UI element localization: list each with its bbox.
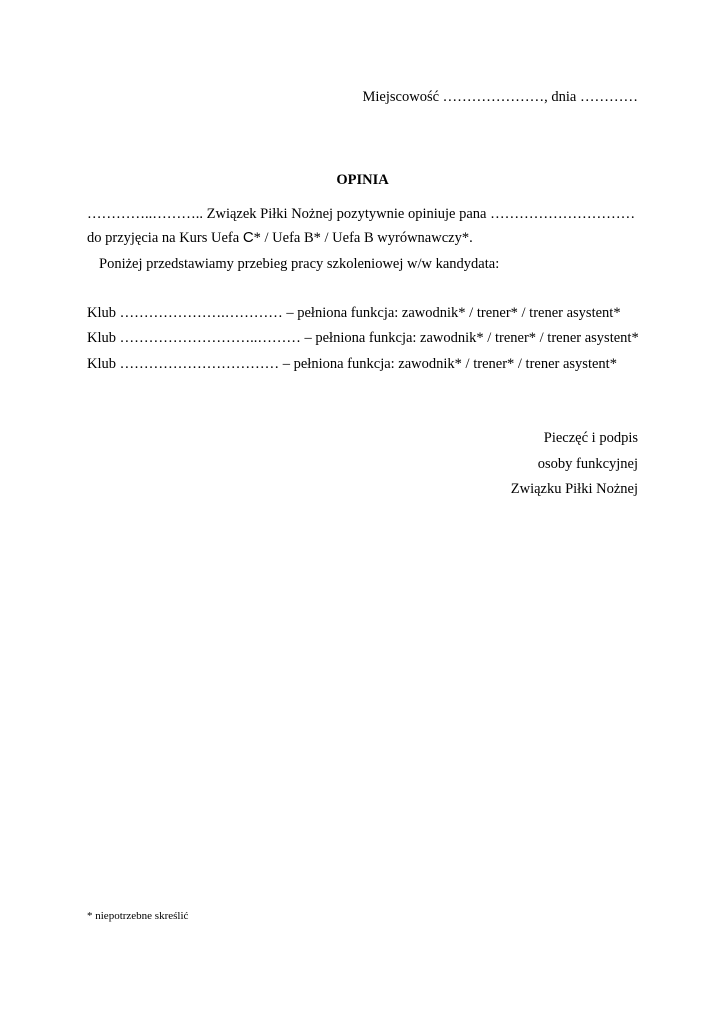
opinion-line-2	[87, 229, 473, 247]
opinion-line-1: …………..……….. Związek Piłki Nożnej pozytywnie opiniuje pana …………………………	[87, 206, 636, 222]
opinion-line-3: Poniżej przedstawiamy przebieg pracy szkoleniowej w/w kandydata:	[99, 256, 500, 272]
place-date-line: Miejscowość …………………, dnia …………	[362, 89, 638, 105]
course-text-after: * / Uefa B* / Uefa B wyrównawczy*.	[253, 230, 473, 246]
club-line-1: Klub ………………….………… – pełniona funkcja: zawodnik* / trener* / trener asystent*	[87, 305, 621, 321]
course-text-before: do przyjęcia na Kurs Uefa	[87, 230, 243, 246]
signature-line-2: osoby funkcyjnej	[537, 456, 638, 472]
club-line-2: Klub ………………………..……… – pełniona funkcja: zawodnik* / trener* / trener asystent*	[87, 330, 639, 346]
course-level-mark: C	[242, 229, 254, 246]
footnote: * niepotrzebne skreślić	[87, 910, 189, 922]
signature-line-3: Związku Piłki Nożnej	[510, 481, 638, 497]
club-line-3: Klub …………………………… – pełniona funkcja: zawodnik* / trener* / trener asystent*	[87, 356, 617, 372]
signature-line-1: Pieczęć i podpis	[543, 430, 638, 446]
document-title: OPINIA	[336, 172, 389, 188]
